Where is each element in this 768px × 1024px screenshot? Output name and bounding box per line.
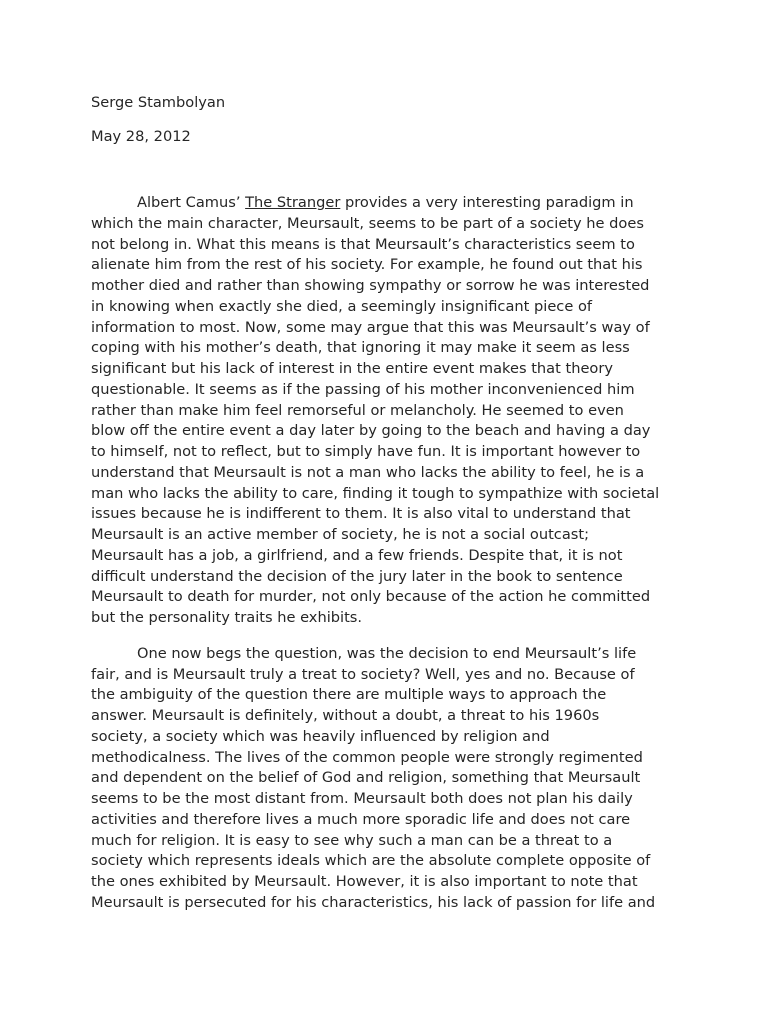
book-title: The Stranger [245,194,341,211]
paragraph-line: which the main character, Meursault, seems to be part of a society he does [91,214,644,232]
paragraph-line: Meursault is an active member of society, he is not a social outcast; [91,526,590,543]
paragraph-line: not belong in. What this means is that Meursault’s characteristics seem to [91,235,635,253]
paragraph-line: One now begs the question, was the decision to end Meursault’s life [137,644,637,662]
paragraph-line: blow off the entire event a day later by going to the beach and having a day [91,422,651,440]
paragraph-line: society which represents ideals which are the absolute complete opposite of [91,852,651,870]
paragraph-line: difficult understand the decision of the jury later in the book to sentence [91,567,623,585]
document-date: May 28, 2012 [91,128,191,145]
paragraph-line: seems to be the most distant from. Meursault both does not plan his daily [91,790,633,807]
paragraph-line: alienate him from the rest of his society. For example, he found out that his [91,256,643,274]
author-name: Serge Stambolyan [91,94,226,111]
paragraph-line: man who lacks the ability to care, finding it tough to sympathize with societal [91,484,660,502]
paragraph-line: in knowing when exactly she died, a seemingly insignificant piece of [91,297,593,315]
paragraph-line: the ones exhibited by Meursault. However, it is also important to note that [91,873,638,890]
paragraph-spacer [91,629,697,644]
paragraph-line: and dependent on the belief of God and religion, something that Meursault [91,769,641,787]
paragraph-line: society, a society which was heavily influenced by religion and [91,727,550,745]
paragraph-2 [91,644,697,914]
essay-body [91,193,697,914]
paragraph-1 [91,193,697,629]
paragraph-line: coping with his mother’s death, that ignoring it may make it seem as less [91,339,630,357]
text-run: provides a very interesting paradigm in [340,194,634,211]
paragraph-line: rather than make him feel remorseful or melancholy. He seemed to even [91,401,624,419]
paragraph-line: questionable. It seems as if the passing of his mother inconvenienced him [91,380,635,398]
paragraph-line: activities and therefore lives a much more sporadic life and does not care [91,810,631,828]
paragraph-line: mother died and rather than showing sympathy or sorrow he was interested [91,277,650,294]
paragraph-line: methodicalness. The lives of the common people were strongly regimented [91,748,643,766]
paragraph-line: but the personality traits he exhibits. [91,609,363,626]
paragraph-line: the ambiguity of the question there are multiple ways to approach the [91,686,607,704]
paragraph-line: much for religion. It is easy to see why such a man can be a threat to a [91,831,613,849]
text-run: Albert Camus’ [137,194,246,211]
paragraph-line [91,193,697,214]
paragraph-line: significant but his lack of interest in the entire event makes that theory [91,360,613,377]
paragraph-line: Meursault is persecuted for his characteristics, his lack of passion for life and [91,893,656,911]
paragraph-line: to himself, not to reflect, but to simply have fun. It is important however to [91,443,641,460]
paragraph-line: answer. Meursault is definitely, without a doubt, a threat to his 1960s [91,707,600,724]
paragraph-line: issues because he is indifferent to them. It is also vital to understand that [91,505,631,523]
paragraph-line: fair, and is Meursault truly a treat to society? Well, yes and no. Because of [91,665,635,683]
paragraph-line: information to most. Now, some may argue that this was Meursault’s way of [91,318,650,336]
paragraph-line: understand that Meursault is not a man who lacks the ability to feel, he is a [91,463,645,481]
paragraph-line: Meursault has a job, a girlfriend, and a few friends. Despite that, it is not [91,546,623,564]
paragraph-line: Meursault to death for murder, not only because of the action he committed [91,588,651,606]
